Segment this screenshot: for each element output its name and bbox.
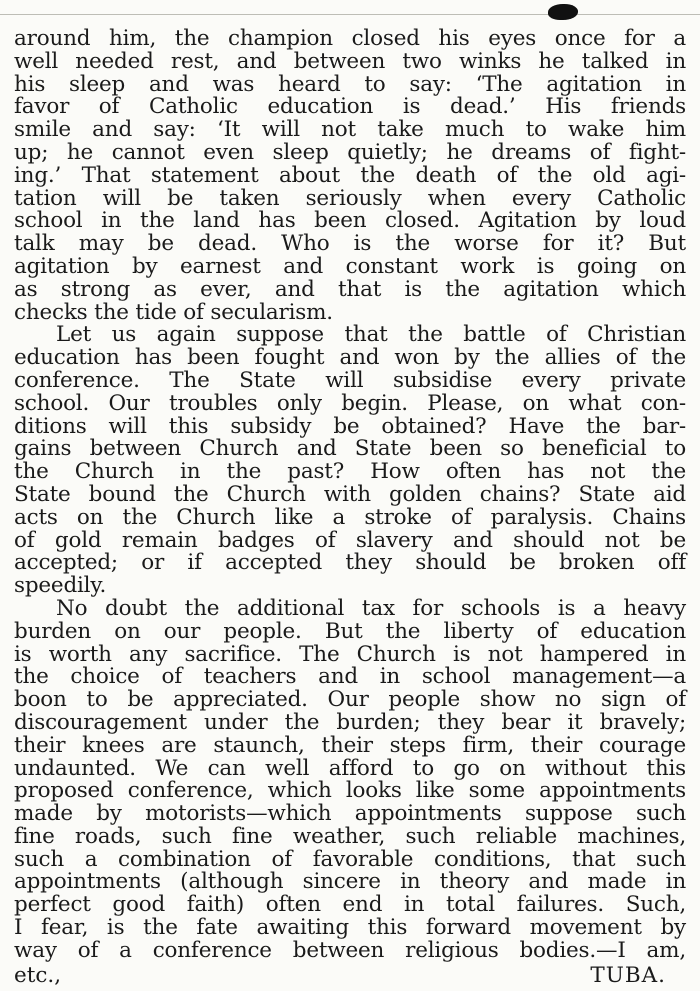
text-line: the choice of teachers and in school management—a [14,664,686,690]
text-line: their knees are staunch, their steps firm, their courage [14,732,686,758]
text-line: around him, the champion closed his eyes once for a [14,26,686,51]
closing-text: etc., [14,963,62,988]
text-line: well needed rest, and between two winks he talked in [14,48,686,74]
text-line: State bound the Church with golden chains? State aid [14,481,686,507]
text-line: of gold remain badges of slavery and should not be [14,527,686,553]
text-line: boon to be appreciated. Our people show no sign of [14,687,686,713]
article-body [14,28,686,963]
text-line: made by motorists—which appointments suppose such [14,801,686,827]
text-line: the Church in the past? How often has not the [14,459,686,485]
text-line: smile and say: ‘It will not take much to wake him [14,117,686,143]
closing-row [14,964,686,988]
text-line: is worth any sacrifice. The Church is not hampered in [14,641,686,667]
text-line: undaunted. We can well afford to go on without this [14,755,686,781]
paragraph-start-line: No doubt the additional tax for schools is a heavy [56,595,686,621]
paragraph-end-line: checks the tide of secularism. [14,299,333,325]
text-line: I fear, is the fate awaiting this forward movement by [14,915,686,941]
text-line: burden on our people. But the liberty of education [14,618,686,644]
text-line: gains between Church and State been so beneficial to [14,436,686,462]
text-line: talk may be dead. Who is the worse for it? But [14,231,686,257]
text-line: conference. The State will subsidise every private [14,367,686,393]
signature: TUBA. [590,963,666,988]
text-line: way of a conference between religious bodies.—I am, [14,937,686,963]
text-line: acts on the Church like a stroke of paralysis. Chains [14,504,686,530]
ink-blot [548,4,578,20]
paragraph-start-line: Let us again suppose that the battle of Christian [56,322,686,348]
text-line: favor of Catholic education is dead.’ His friends [14,94,686,120]
text-line: perfect good faith) often end in total failures. Such, [14,892,686,918]
text-line: accepted; or if accepted they should be broken off [14,550,686,576]
text-line: agitation by earnest and constant work is going on [14,253,686,279]
text-line: such a combination of favorable conditions, that such [14,846,686,872]
text-line: ditions will this subsidy be obtained? Have the bar- [14,413,686,439]
text-line: tation will be taken seriously when every Catholic [14,185,686,211]
text-line: up; he cannot even sleep quietly; he dreams of fight- [14,139,686,165]
text-line: as strong as ever, and that is the agitation which [14,276,686,302]
text-line: fine roads, such fine weather, such reliable machines, [14,823,686,849]
text-line: discouragement under the burden; they bear it bravely; [14,709,686,735]
text-line: education has been fought and won by the allies of the [14,345,686,371]
text-line: proposed conference, which looks like some appointments [14,778,686,804]
top-rule [0,14,700,15]
text-line: school in the land has been closed. Agitation by loud [14,208,686,234]
text-line: his sleep and was heard to say: ‘The agitation in [14,71,686,97]
text-line: appointments (although sincere in theory and made in [14,869,686,895]
text-line: ing.’ That statement about the death of the old agi- [14,162,686,188]
paragraph-end-line: speedily. [14,573,107,599]
text-line: school. Our troubles only begin. Please, on what con- [14,390,686,416]
